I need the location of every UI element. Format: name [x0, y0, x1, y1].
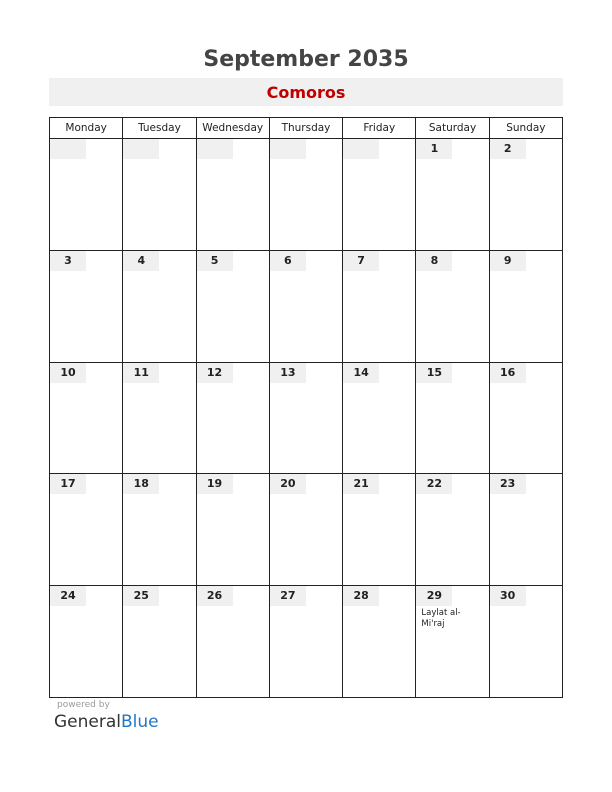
- week-row: [50, 474, 563, 586]
- day-cell[interactable]: [50, 362, 123, 474]
- week-row: [50, 586, 563, 698]
- day-number: [343, 139, 379, 159]
- day-number: 21: [343, 474, 379, 494]
- week-row: [50, 250, 563, 362]
- day-cell[interactable]: [196, 586, 269, 698]
- day-cell[interactable]: [416, 250, 489, 362]
- day-number: 12: [197, 363, 233, 383]
- day-cell[interactable]: [123, 139, 196, 251]
- day-number: 25: [123, 586, 159, 606]
- day-cell[interactable]: [269, 474, 342, 586]
- day-cell[interactable]: [269, 362, 342, 474]
- day-number: 4: [123, 251, 159, 271]
- country-name: Comoros: [266, 83, 346, 102]
- day-number: [197, 139, 233, 159]
- day-cell[interactable]: [343, 474, 416, 586]
- day-cell[interactable]: [123, 250, 196, 362]
- week-row: [50, 362, 563, 474]
- day-cell[interactable]: [123, 362, 196, 474]
- day-number: [123, 139, 159, 159]
- day-cell[interactable]: [123, 474, 196, 586]
- weekday-thursday: Thursday: [269, 118, 342, 139]
- day-number: 2: [490, 139, 526, 159]
- day-number: 7: [343, 251, 379, 271]
- day-number: 9: [490, 251, 526, 271]
- day-number: 27: [270, 586, 306, 606]
- day-cell[interactable]: [50, 139, 123, 251]
- day-number: 30: [490, 586, 526, 606]
- day-cell[interactable]: [50, 474, 123, 586]
- day-number: 28: [343, 586, 379, 606]
- day-cell[interactable]: [343, 139, 416, 251]
- day-number: 19: [197, 474, 233, 494]
- day-cell[interactable]: [196, 362, 269, 474]
- day-cell[interactable]: [343, 362, 416, 474]
- day-number: 26: [197, 586, 233, 606]
- day-cell[interactable]: [489, 586, 562, 698]
- country-banner: [49, 78, 563, 106]
- day-cell[interactable]: [416, 362, 489, 474]
- day-cell[interactable]: [489, 474, 562, 586]
- day-number: 24: [50, 586, 86, 606]
- weekday-sunday: Sunday: [489, 118, 562, 139]
- day-cell[interactable]: [343, 250, 416, 362]
- day-cell[interactable]: [50, 250, 123, 362]
- weekday-header-row: [50, 118, 563, 139]
- day-number: 22: [416, 474, 452, 494]
- day-cell[interactable]: [416, 474, 489, 586]
- day-number: 18: [123, 474, 159, 494]
- holiday-label: Laylat al-Mi'raj: [421, 608, 461, 630]
- day-number: 10: [50, 363, 86, 383]
- day-cell[interactable]: [343, 586, 416, 698]
- day-cell[interactable]: [489, 250, 562, 362]
- day-cell[interactable]: [50, 586, 123, 698]
- day-cell[interactable]: [196, 250, 269, 362]
- weekday-wednesday: Wednesday: [196, 118, 269, 139]
- day-cell[interactable]: [196, 139, 269, 251]
- day-cell[interactable]: [416, 586, 489, 698]
- day-number: 15: [416, 363, 452, 383]
- generalblue-logo[interactable]: [54, 712, 159, 732]
- day-number: [270, 139, 306, 159]
- day-number: 6: [270, 251, 306, 271]
- day-number: [50, 139, 86, 159]
- calendar-title: September 2035: [203, 47, 409, 72]
- day-number: 29: [416, 586, 452, 606]
- day-cell[interactable]: [269, 250, 342, 362]
- weekday-friday: Friday: [343, 118, 416, 139]
- weekday-saturday: Saturday: [416, 118, 489, 139]
- day-cell[interactable]: [269, 586, 342, 698]
- day-number: 13: [270, 363, 306, 383]
- day-cell[interactable]: [416, 139, 489, 251]
- day-number: 11: [123, 363, 159, 383]
- week-row: [50, 139, 563, 251]
- day-cell[interactable]: [196, 474, 269, 586]
- day-number: 20: [270, 474, 306, 494]
- weekday-monday: Monday: [50, 118, 123, 139]
- calendar-grid: [49, 117, 563, 698]
- day-cell[interactable]: [489, 139, 562, 251]
- brand-part1: General: [54, 712, 121, 732]
- day-number: 23: [490, 474, 526, 494]
- day-number: 8: [416, 251, 452, 271]
- day-cell[interactable]: [489, 362, 562, 474]
- day-number: 5: [197, 251, 233, 271]
- day-number: 16: [490, 363, 526, 383]
- brand-part2: Blue: [121, 712, 159, 732]
- day-cell[interactable]: [269, 139, 342, 251]
- day-number: 1: [416, 139, 452, 159]
- day-number: 17: [50, 474, 86, 494]
- weekday-tuesday: Tuesday: [123, 118, 196, 139]
- day-number: 3: [50, 251, 86, 271]
- day-cell[interactable]: [123, 586, 196, 698]
- day-number: 14: [343, 363, 379, 383]
- powered-by-label: powered by: [57, 700, 110, 710]
